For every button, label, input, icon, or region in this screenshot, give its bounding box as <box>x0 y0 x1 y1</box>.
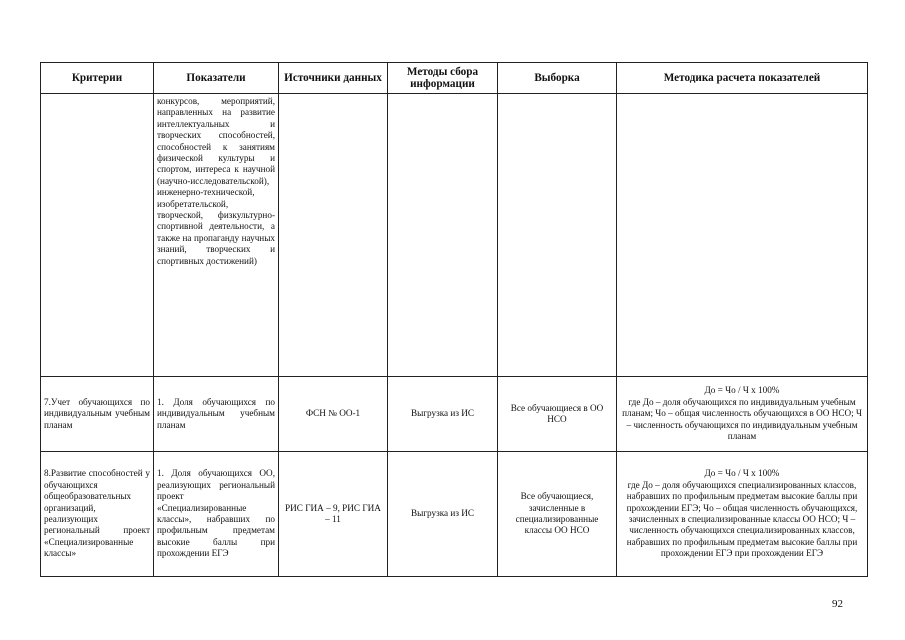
criteria-table <box>40 62 868 577</box>
table-row <box>41 377 868 452</box>
sample-cell: Все обучающиеся в ОО НСО <box>498 377 617 452</box>
table-row <box>41 94 868 377</box>
table-row <box>41 452 868 577</box>
criterion-cell: 8.Развитие способностей у обучающихся общеобразовательных организаций, реализующих региональный проект «Специализированные классы» <box>41 452 154 577</box>
page-number: 92 <box>832 598 843 610</box>
method-cell <box>388 94 498 377</box>
indicator-cell: 1. Доля обучающихся по индивидуальным учебным планам <box>154 377 279 452</box>
indicator-cell: конкурсов, мероприятий, направленных на развитие интеллектуальных и творческих способностей, способностей к занятиям физической культуры и спортом, интереса к научной (научно-исследовательской), инженерно-технической, изобретательской, творческой, физкультурно-спортивной деятельности, а также на пропаганду научных знаний, творческих и спортивных достижений) <box>154 94 279 377</box>
header-criteria: Критерии <box>41 63 154 94</box>
header-sources: Источники данных <box>279 63 388 94</box>
source-cell: ФСН № ОО-1 <box>279 377 388 452</box>
header-calculation: Методика расчета показателей <box>617 63 868 94</box>
formula-description: где До – доля обучающихся по индивидуальным учебным планам; Чо – общая численность обучающихся в ОО НСО; Ч – численность обучающихся по индивидуальным учебным планам <box>622 396 862 442</box>
calculation-cell <box>617 94 868 377</box>
header-sample: Выборка <box>498 63 617 94</box>
calculation-cell <box>617 377 868 452</box>
source-cell <box>279 94 388 377</box>
header-indicators: Показатели <box>154 63 279 94</box>
header-methods: Методы сбора информации <box>388 63 498 94</box>
formula: До = Чо / Ч х 100% <box>704 385 780 396</box>
header-row <box>41 63 868 94</box>
calculation-cell <box>617 452 868 577</box>
sample-cell <box>498 94 617 377</box>
formula: До = Чо / Ч х 100% <box>704 468 780 479</box>
indicator-cell: 1. Доля обучающихся ОО, реализующих региональный проект «Специализированные классы», набравших по профильным предметам высокие баллы при прохождении ЕГЭ <box>154 452 279 577</box>
source-cell: РИС ГИА – 9, РИС ГИА – 11 <box>279 452 388 577</box>
criterion-cell: 7.Учет обучающихся по индивидуальным учебным планам <box>41 377 154 452</box>
sample-cell: Все обучающиеся, зачисленные в специализированные классы ОО НСО <box>498 452 617 577</box>
formula-description: где До – доля обучающихся специализированных классов, набравших по профильным предметам высокие баллы при прохождении ЕГЭ; Чо – общая численность обучающихся, зачисленных в специализированные классы ОО НСО; Ч – численность обучающихся специализированных классов, набравших по профильным предметам высокие баллы при прохождении ЕГЭ при прохождении ЕГЭ <box>626 479 858 559</box>
criterion-cell <box>41 94 154 377</box>
method-cell: Выгрузка из ИС <box>388 452 498 577</box>
method-cell: Выгрузка из ИС <box>388 377 498 452</box>
